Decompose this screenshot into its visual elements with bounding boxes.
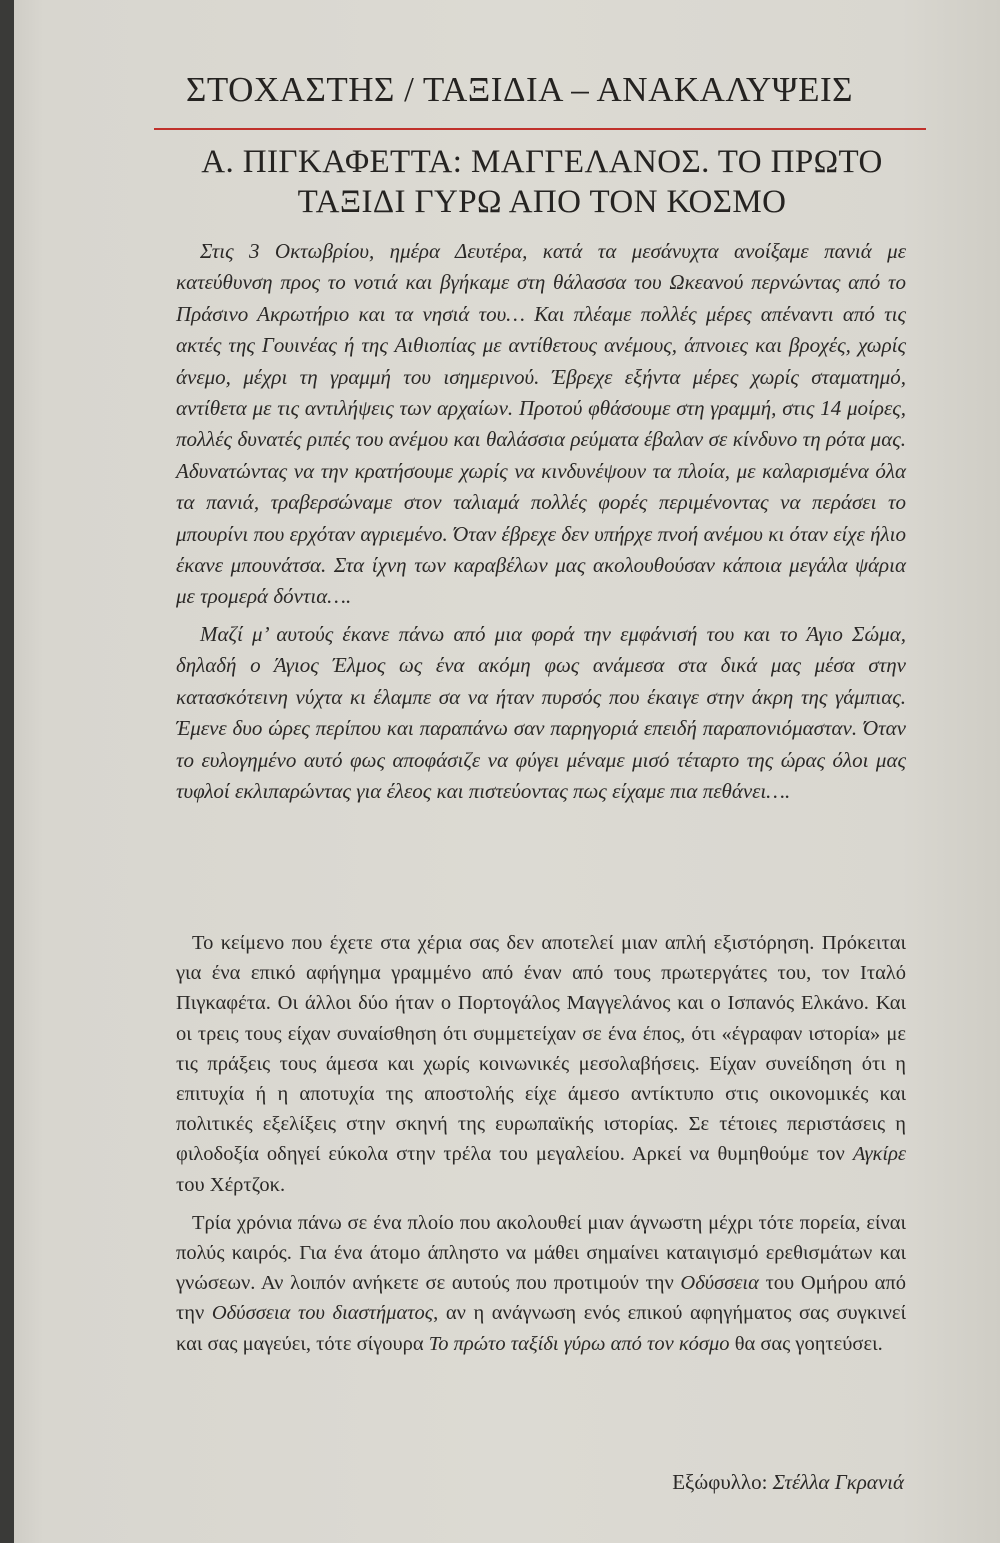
- blurb-paragraph-2: [176, 1208, 906, 1359]
- cover-credit-label: Εξώφυλλο:: [672, 1470, 768, 1494]
- excerpt-quote: [176, 236, 906, 807]
- cover-credit: [594, 1470, 904, 1495]
- red-divider-rule: [154, 128, 926, 130]
- blurb-p1-text-b: του Χέρτζοκ.: [176, 1173, 286, 1196]
- book-title-line-2: ΤΑΞΙΔΙ ΓΥΡΩ ΑΠΟ ΤΟΝ ΚΟΣΜΟ: [297, 184, 787, 220]
- blurb-p1-text-a: Το κείμενο που έχετε στα χέρια σας δεν αποτελεί μιαν απλή εξιστόρηση. Πρόκειται για ένα επικό αφήγημα γραμμένο από έναν από τους πρωτεργάτες του, τον Ιταλό Πιγκαφέτα. Οι άλλοι δύο ήταν ο Πορτογάλος Μαγγελάνος και ο Ισπανός Ελκάνο. Και οι τρεις τους είχαν συναίσθηση ότι συμμετείχαν σε ένα έπος, ότι «έγραφαν ιστορία» με τις πράξεις τους άμεσα και χωρίς κοινωνικές μεσολαβήσεις. Είχαν συνείδηση ότι η επιτυχία ή η αποτυχία της αποστολής είχε άμεσο αντίκτυπο στις οικονομικές και πολιτικές εξελίξεις στην σκηνή της ευρωπαϊκής ιστορίας. Σε τέτοιες περιστάσεις η φιλοδοξία οδηγεί εύκολα στην τρέλα του μεγαλείου. Αρκεί να θυμηθούμε τον: [176, 932, 906, 1166]
- blurb-p2-text-d: θα σας γοητεύσει.: [734, 1332, 883, 1355]
- cover-credit-name: Στέλλα Γκρανιά: [772, 1470, 904, 1494]
- blurb-p2-italic-3: Το πρώτο ταξίδι γύρω από τον κόσμο: [428, 1332, 730, 1355]
- excerpt-paragraph-1: Στις 3 Οκτωβρίου, ημέρα Δευτέρα, κατά τα μεσάνυχτα ανοίξαμε πανιά με κατεύθυνση προς το νοτιά και βγήκαμε στη θάλασσα του Ωκεανού περνώντας από το Πράσινο Ακρωτήριο και τα νησιά του… Και πλέαμε πολλές μέρες απέναντι από τις ακτές της Γουινέας ή της Αιθιοπίας με αντίθετους ανέμους, άπνοιες και βροχές, χωρίς άνεμο, μέχρι τη γραμμή του ισημερινού. Έβρεχε εξήντα μέρες χωρίς σταματημό, αντίθετα με τις αντιλήψεις των αρχαίων. Προτού φθάσουμε στη γραμμή, στις 14 μοίρες, πολλές δυνατές ριπές του ανέμου και θαλάσσια ρεύματα έβαλαν σε κίνδυνο τη ρότα μας. Αδυνατώντας να την κρατήσουμε χωρίς να κινδυνέψουν τα πλοία, με καλαρισμένα όλα τα πανιά, τραβερσώναμε στον ταλιαμά πολλές φορές περιμένοντας να περάσει το μπουρίνι που ερχόταν αγριεμένο. Όταν έβρεχε δεν υπήρχε πνοή ανέμου κι όταν είχε ήλιο έκανε μπουνάτσα. Στα ίχνη των καραβέλων μας ακολουθούσαν κάποια μεγάλα ψάρια με τρομερά δόντια….: [176, 239, 906, 609]
- blurb-p2-text-c: , αν η ανάγνωση ενός επικού αφηγήματος σας συγκινεί και σας μαγεύει, τότε σίγουρα: [176, 1302, 907, 1355]
- blurb-paragraph-1: [176, 928, 906, 1200]
- blurb-p2-italic-1: Οδύσσεια: [680, 1272, 759, 1295]
- excerpt-paragraph-2: Μαζί μ’ αυτούς έκανε πάνω από μια φορά την εμφάνισή του και το Άγιο Σώμα, δηλαδή ο Άγιος Έλμος ως ένα ακόμη φως ανάμεσα στα δικά μας μέσα στην κατασκότεινη νύχτα κι έλαμπε σα να ήταν πυρσός που έκαιγε στην άκρη της γάμπιας. Έμενε δυο ώρες περίπου και παραπάνω σαν παρηγοριά επειδή παραπονιόμασταν. Όταν το ευλογημένο αυτό φως αποφάσιζε να φύγει μέναμε μισό τέταρτο της ώρας όλοι μας τυφλοί εκλιπαρώντας για έλεος και πιστεύοντας πως είχαμε πια πεθάνει….: [176, 621, 906, 803]
- blurb-p2-italic-2: Οδύσσεια του διαστήματος: [211, 1302, 434, 1325]
- blurb-text: [176, 928, 906, 1359]
- book-title: [162, 142, 922, 222]
- series-title: ΣΤΟΧΑΣΤΗΣ / ΤΑΞΙΔΙΑ – ΑΝΑΚΑΛΥΨΕΙΣ: [186, 70, 853, 109]
- blurb-p1-italic: Αγκίρε: [852, 1143, 907, 1166]
- book-back-cover: [14, 0, 1000, 1543]
- blurb-p2-text-a: Τρία χρόνια πάνω σε ένα πλοίο που ακολουθεί μιαν άγνωστη μέχρι τότε πορεία, είναι πολύς καιρός. Για ένα άτομο άπληστο να μάθει σημαίνει καταιγισμό ερεθισμάτων και γνώσεων. Αν λοιπόν ανήκετε σε αυτούς που προτιμούν την: [176, 1211, 906, 1295]
- book-title-line-1: Α. ΠΙΓΚΑΦΕΤΤΑ: ΜΑΓΓΕΛΑΝΟΣ. ΤΟ ΠΡΩΤΟ: [201, 144, 883, 180]
- blurb-p2-text-b: του Ομήρου από την: [176, 1272, 907, 1325]
